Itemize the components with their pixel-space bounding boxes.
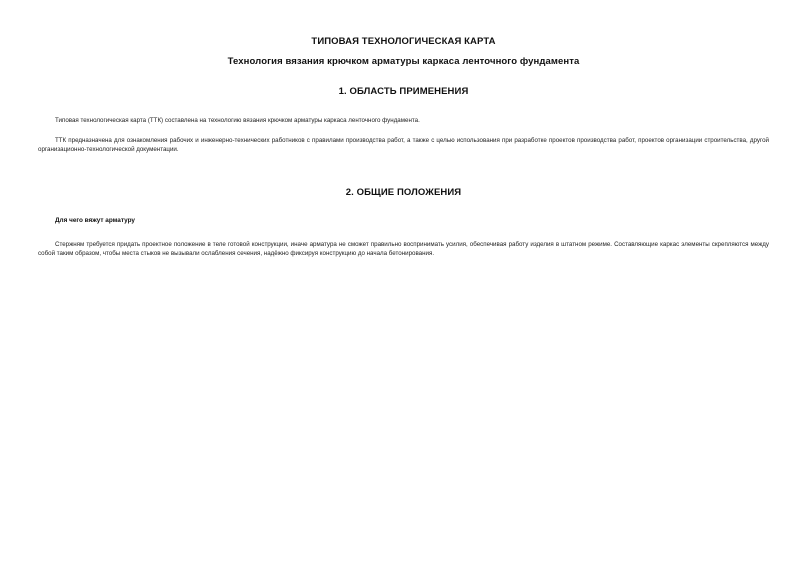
document-title: ТИПОВАЯ ТЕХНОЛОГИЧЕСКАЯ КАРТА: [311, 36, 496, 47]
subheading-why-tie-rebar: Для чего вяжут арматуру: [55, 217, 135, 224]
paragraph-scope-1: Типовая технологическая карта (ТТК) составлена на технологию вязания крючком арматуры каркаса ленточного фундамента.: [55, 117, 420, 124]
document-page: [38, 0, 769, 571]
section-heading-scope: 1. ОБЛАСТЬ ПРИМЕНЕНИЯ: [338, 86, 469, 97]
paragraph-scope-2: ТТК предназначена для ознакомления рабочих и инженерно-технических работников с правилами производства работ, а также с целью использования при разработке проектов производства работ, проектов организации строительства, другой организационно-технологической документации.: [38, 137, 769, 153]
document-subtitle: Технология вязания крючком арматуры каркаса ленточного фундамента: [227, 56, 580, 67]
paragraph-general-1: Стержням требуется придать проектное положение в теле готовой конструкции, иначе арматура не сможет правильно воспринимать усилия, обеспечивая работу изделия в штатном режиме. Составляющие каркас элементы скрепляются между собой таким образом, чтобы места стыков не вызывали ослабления сечения, надёжно фиксируя конструкцию до начала бетонирования.: [38, 241, 769, 257]
section-heading-general: 2. ОБЩИЕ ПОЛОЖЕНИЯ: [345, 187, 462, 198]
